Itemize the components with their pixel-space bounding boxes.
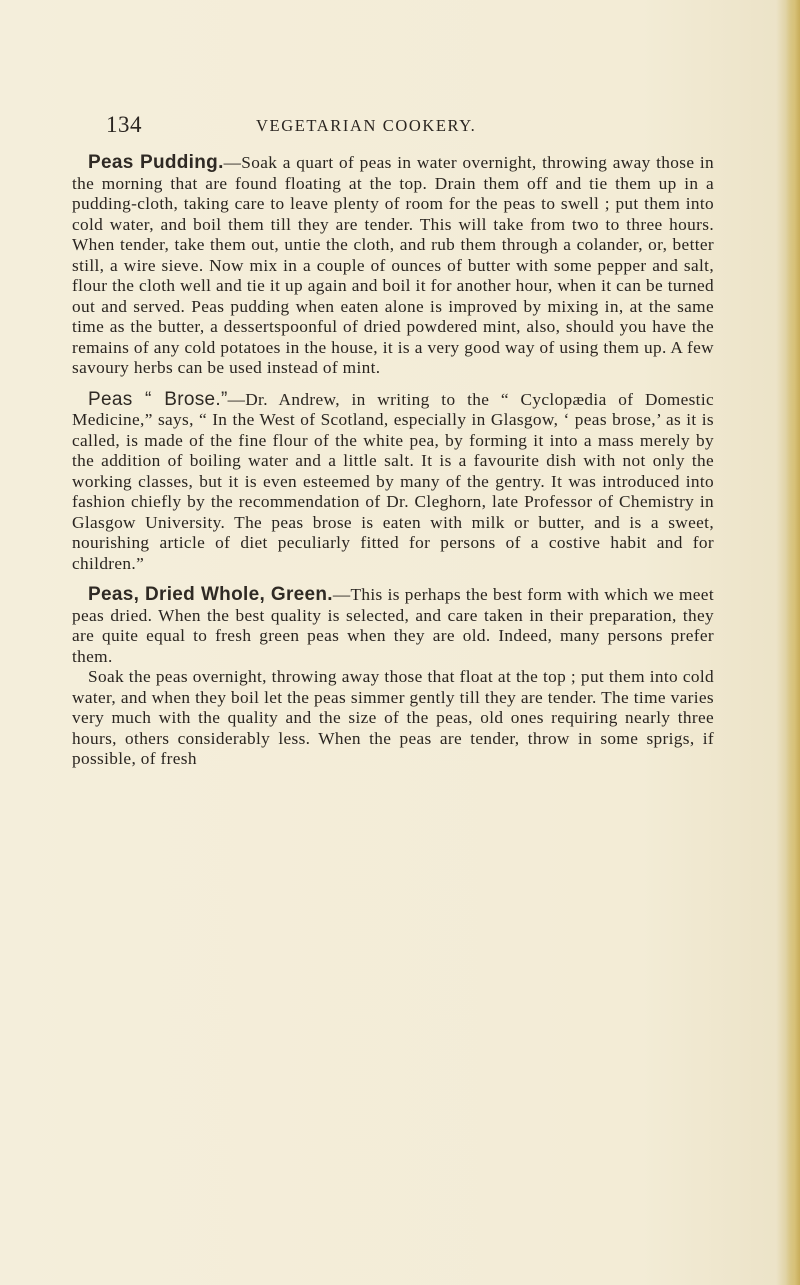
entry-text: —Soak a quart of peas in water overnight, throwing away those in the morning that are found floating at the top. Drain them off and tie them up in a pudding-cloth, taking care to leave plenty of room for the peas to swell ; put them into cold water, and boil them till they are tender. This will take from two to three hours. When tender, take them out, untie the cloth, and rub them through a colander, or, better still, a wire sieve. Now mix in a couple of ounces of butter with some pepper and salt, flour the cloth well and tie it up again and boil it for another hour, when it can be turned out and served. Peas pudding when eaten alone is improved by mixing in, at the same time as the butter, a dessertspoonful of dried powdered mint, also, should you have the remains of any cold potatoes in the house, it is a very good way of using them up. A few savoury herbs can be used instead of mint. bbox=[72, 153, 715, 377]
entry-text: —Dr. Andrew, in writing to the “ Cyclopædia of Domestic Medicine,” says, “ In the West of Scotland, especially in Glasgow, ‘ peas brose,’ as it is called, is made of the fine flour of the white pea, by forming it into a mass merely by the addition of boiling water and a little salt. It is a favourite dish with not only the working classes, but it is even esteemed by many of the gentry. It was introduced into fashion chiefly by the recommendation of Dr. Cleghorn, late Professor of Chemistry in Glasgow University. The peas brose is eaten with milk or butter, and is a sweet, nourishing article of diet peculiarly fitted for persons of a costive habit and for children.” bbox=[72, 389, 714, 573]
entry-text: —This is perhaps the best form with which we meet peas dried. When the best quality is selected, and care taken in their preparation, they are quite equal to fresh green peas when they are old. Indeed, many persons prefer them. bbox=[72, 585, 714, 666]
continuation-paragraph: Soak the peas overnight, throwing away those that float at the top ; put them into cold water, and when they boil let the peas simmer gently till they are tender. The time varies very much with the quality and the size of the peas, old ones requiring nearly three hours, others considerably less. When the peas are tender, throw in some sprigs, if possible, of fresh bbox=[72, 667, 714, 768]
entry-peas-dried-whole-green bbox=[72, 585, 714, 667]
entry-heading: Peas, Dried Whole, Green. bbox=[88, 584, 333, 605]
entry-heading: Peas “ Brose.” bbox=[88, 388, 228, 410]
entry-heading: Peas Pudding. bbox=[88, 152, 224, 173]
page-edge-shadow bbox=[786, 0, 800, 1285]
entry-peas-pudding bbox=[72, 153, 714, 379]
running-head bbox=[106, 112, 726, 142]
page-number: 134 bbox=[106, 112, 142, 137]
running-title: VEGETARIAN COOKERY. bbox=[256, 116, 477, 135]
page-body bbox=[72, 153, 714, 781]
entry-peas-brose bbox=[72, 390, 714, 575]
